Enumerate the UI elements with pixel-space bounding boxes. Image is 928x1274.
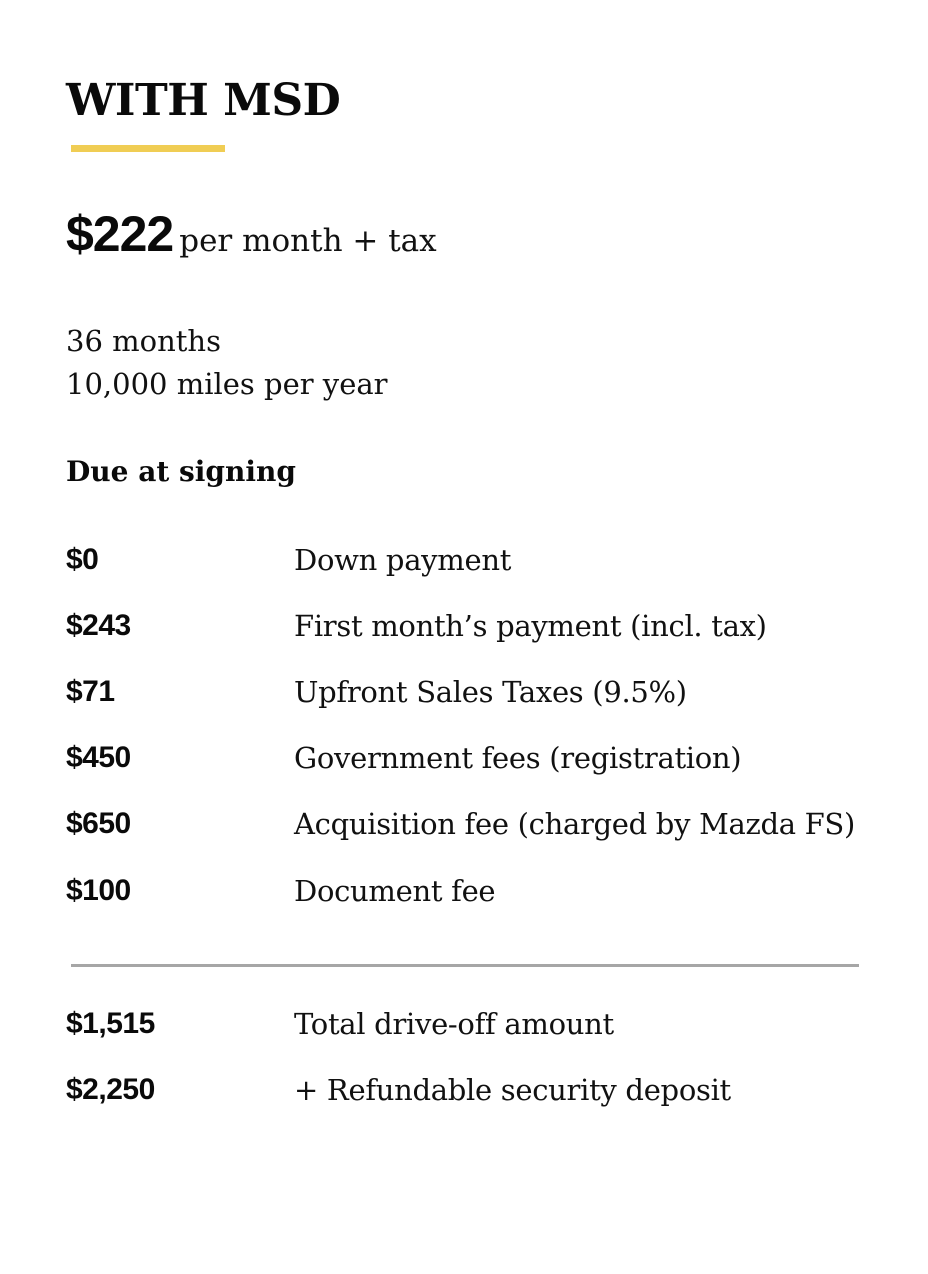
- fee-amount: $650: [66, 807, 131, 840]
- fee-amount: $243: [66, 609, 131, 642]
- fee-amount: $450: [66, 741, 131, 774]
- total-amount: $1,515: [66, 1007, 155, 1040]
- fee-row-first-month: [66, 605, 906, 647]
- page-title: WITH MSD: [66, 75, 341, 126]
- fee-label: Upfront Sales Taxes (9.5%): [294, 675, 687, 709]
- fee-amount: $100: [66, 874, 131, 907]
- fee-label: Acquisition fee (charged by Mazda FS): [294, 807, 856, 841]
- fee-amount: $0: [66, 543, 99, 576]
- lease-mileage: 10,000 miles per year: [66, 367, 388, 401]
- price-amount: $222: [66, 206, 174, 262]
- fee-label: Government fees (registration): [294, 741, 742, 775]
- fee-label: Document fee: [294, 874, 496, 908]
- totals-divider: [71, 964, 859, 967]
- lease-duration: 36 months: [66, 324, 221, 358]
- fee-row-sales-taxes: [66, 671, 906, 713]
- fee-amount: $71: [66, 675, 115, 708]
- total-row-drive-off: [66, 1003, 906, 1045]
- fee-label: Down payment: [294, 543, 512, 577]
- fee-row-government-fees: [66, 737, 906, 779]
- price-suffix: per month + tax: [179, 223, 437, 259]
- due-at-signing-heading: Due at signing: [66, 455, 296, 488]
- total-amount: $2,250: [66, 1073, 155, 1106]
- fee-row-document-fee: [66, 870, 906, 912]
- fee-row-down-payment: [66, 539, 906, 581]
- fee-row-acquisition-fee: [66, 803, 906, 845]
- total-label: Total drive-off amount: [294, 1007, 614, 1041]
- monthly-price: [66, 205, 437, 263]
- fee-label: First month’s payment (incl. tax): [294, 609, 767, 643]
- total-label: + Refundable security deposit: [294, 1073, 731, 1107]
- total-row-security-deposit: [66, 1069, 906, 1111]
- title-accent-bar: [71, 145, 225, 152]
